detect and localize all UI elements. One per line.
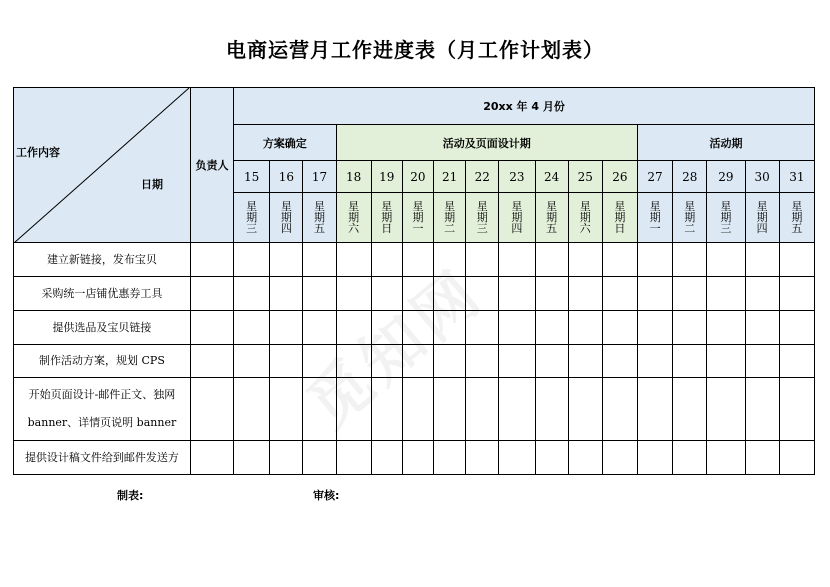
- day-number: 23: [499, 161, 535, 193]
- schedule-cell[interactable]: [402, 311, 433, 345]
- weekday-char: 二: [444, 222, 456, 235]
- schedule-cell[interactable]: [673, 345, 707, 378]
- day-number: 16: [270, 161, 303, 193]
- schedule-cell[interactable]: [402, 345, 433, 378]
- weekday-char: 期: [684, 211, 696, 224]
- schedule-cell[interactable]: [270, 277, 303, 311]
- task-name: [14, 441, 191, 475]
- weekday-char: 五: [546, 222, 558, 235]
- schedule-cell[interactable]: [637, 345, 672, 378]
- task-line: 制作活动方案，规划 CPS: [39, 354, 165, 367]
- weekday-char: 五: [791, 222, 803, 235]
- weekday-char: 星: [246, 200, 258, 213]
- schedule-cell[interactable]: [402, 378, 433, 441]
- schedule-cell[interactable]: [568, 345, 602, 378]
- schedule-cell[interactable]: [568, 277, 602, 311]
- schedule-cell[interactable]: [637, 277, 672, 311]
- weekday-char: 期: [546, 211, 558, 224]
- weekday-char: 日: [614, 222, 626, 235]
- month-label: 20xx 年 4 月份: [234, 88, 815, 125]
- schedule-cell[interactable]: [371, 441, 402, 475]
- date-label: 日期: [141, 178, 163, 191]
- schedule-cell[interactable]: [745, 243, 779, 277]
- schedule-cell[interactable]: [434, 378, 466, 441]
- weekday-char: 星: [444, 200, 456, 213]
- weekday-char: 六: [348, 222, 360, 235]
- schedule-cell[interactable]: [535, 243, 568, 277]
- weekday-char: 星: [280, 200, 292, 213]
- weekday-char: 期: [720, 211, 732, 224]
- schedule-cell[interactable]: [303, 378, 336, 441]
- task-line: 采购统一店铺优惠券工具: [41, 286, 163, 300]
- schedule-cell[interactable]: [745, 277, 779, 311]
- schedule-cell[interactable]: [402, 277, 433, 311]
- weekday-cell: [499, 193, 535, 243]
- weekday-char: 星: [546, 200, 558, 213]
- weekday-cell: [707, 193, 745, 243]
- weekday-char: 星: [412, 200, 424, 213]
- owner-cell[interactable]: [190, 277, 233, 311]
- weekday-cell: [637, 193, 672, 243]
- owner-cell[interactable]: [190, 345, 233, 378]
- schedule-cell[interactable]: [707, 378, 745, 441]
- day-number: 27: [637, 161, 672, 193]
- schedule-cell[interactable]: [466, 277, 499, 311]
- weekday-char: 日: [381, 222, 393, 235]
- weekday-cell: [466, 193, 499, 243]
- schedule-cell[interactable]: [535, 311, 568, 345]
- schedule-cell[interactable]: [779, 277, 814, 311]
- weekday-char: 星: [756, 200, 768, 213]
- schedule-cell[interactable]: [637, 311, 672, 345]
- schedule-cell[interactable]: [270, 378, 303, 441]
- schedule-cell[interactable]: [602, 277, 637, 311]
- weekday-char: 期: [649, 211, 661, 224]
- schedule-cell[interactable]: [303, 441, 336, 475]
- weekday-char: 星: [313, 200, 325, 213]
- weekday-char: 五: [313, 222, 325, 235]
- day-number: 17: [303, 161, 336, 193]
- work-content-label: 工作内容: [16, 146, 60, 159]
- task-line: 开始页面设计-邮件正文、独网: [28, 388, 176, 401]
- schedule-cell[interactable]: [499, 345, 535, 378]
- schedule-cell[interactable]: [402, 243, 433, 277]
- schedule-cell[interactable]: [234, 441, 270, 475]
- task-row: [14, 345, 815, 378]
- day-number: 29: [707, 161, 745, 193]
- weekday-char: 星: [511, 200, 523, 213]
- schedule-cell[interactable]: [707, 277, 745, 311]
- schedule-cell[interactable]: [336, 277, 371, 311]
- schedule-cell[interactable]: [434, 345, 466, 378]
- schedule-cell[interactable]: [234, 345, 270, 378]
- task-name: [14, 378, 191, 441]
- schedule-cell[interactable]: [779, 378, 814, 441]
- schedule-cell[interactable]: [707, 311, 745, 345]
- schedule-cell[interactable]: [602, 441, 637, 475]
- weekday-char: 二: [684, 222, 696, 235]
- schedule-cell[interactable]: [745, 441, 779, 475]
- weekday-cell: [303, 193, 336, 243]
- schedule-cell[interactable]: [336, 441, 371, 475]
- schedule-cell[interactable]: [234, 311, 270, 345]
- day-number: 22: [466, 161, 499, 193]
- schedule-cell[interactable]: [535, 277, 568, 311]
- weekday-char: 星: [684, 200, 696, 213]
- weekday-cell: [568, 193, 602, 243]
- day-number: 18: [336, 161, 371, 193]
- schedule-cell[interactable]: [637, 243, 672, 277]
- day-number: 20: [402, 161, 433, 193]
- schedule-cell[interactable]: [434, 243, 466, 277]
- schedule-cell[interactable]: [568, 243, 602, 277]
- schedule-cell[interactable]: [568, 378, 602, 441]
- schedule-cell[interactable]: [466, 378, 499, 441]
- schedule-cell[interactable]: [707, 441, 745, 475]
- day-number: 28: [673, 161, 707, 193]
- weekday-cell: [602, 193, 637, 243]
- schedule-cell[interactable]: [779, 345, 814, 378]
- weekday-char: 期: [476, 211, 488, 224]
- weekday-cell: [434, 193, 466, 243]
- weekday-char: 三: [476, 222, 488, 235]
- page-title: 电商运营月工作进度表（月工作计划表）: [226, 38, 604, 62]
- schedule-cell[interactable]: [568, 311, 602, 345]
- task-name: [14, 277, 191, 311]
- weekday-char: 一: [412, 222, 424, 235]
- weekday-char: 星: [348, 200, 360, 213]
- weekday-cell: [336, 193, 371, 243]
- owner-cell[interactable]: [190, 311, 233, 345]
- weekday-char: 星: [381, 200, 393, 213]
- schedule-cell[interactable]: [270, 243, 303, 277]
- weekday-char: 三: [720, 222, 732, 235]
- phase-design: 活动及页面设计期: [336, 125, 637, 161]
- schedule-cell[interactable]: [434, 277, 466, 311]
- weekday-cell: [535, 193, 568, 243]
- made-by-label: 制表:: [117, 489, 144, 502]
- weekday-cell: [745, 193, 779, 243]
- schedule-cell[interactable]: [673, 378, 707, 441]
- phase-activity: 活动期: [637, 125, 814, 161]
- schedule-cell[interactable]: [434, 311, 466, 345]
- schedule-cell[interactable]: [535, 345, 568, 378]
- owner-cell[interactable]: [190, 378, 233, 441]
- weekday-char: 期: [614, 211, 626, 224]
- schedule-cell[interactable]: [499, 441, 535, 475]
- weekday-char: 星: [614, 200, 626, 213]
- task-row: [14, 378, 815, 441]
- schedule-cell[interactable]: [303, 243, 336, 277]
- day-number: 25: [568, 161, 602, 193]
- schedule-cell[interactable]: [499, 311, 535, 345]
- schedule-cell[interactable]: [568, 441, 602, 475]
- schedule-cell[interactable]: [234, 378, 270, 441]
- task-row: [14, 311, 815, 345]
- diagonal-divider: [14, 88, 190, 243]
- task-line: 提供设计稿文件给到邮件发送方: [24, 450, 179, 464]
- schedule-cell[interactable]: [779, 243, 814, 277]
- schedule-cell[interactable]: [234, 243, 270, 277]
- weekday-char: 六: [579, 222, 591, 235]
- schedule-cell[interactable]: [535, 441, 568, 475]
- schedule-cell[interactable]: [466, 311, 499, 345]
- weekday-char: 期: [791, 211, 803, 224]
- schedule-cell[interactable]: [707, 345, 745, 378]
- task-name: [14, 243, 191, 277]
- day-number: 31: [779, 161, 814, 193]
- schedule-cell[interactable]: [303, 277, 336, 311]
- schedule-cell[interactable]: [673, 243, 707, 277]
- schedule-cell[interactable]: [637, 378, 672, 441]
- schedule-cell[interactable]: [779, 441, 814, 475]
- task-line: banner、详情页说明 banner: [27, 416, 177, 429]
- weekday-cell: [673, 193, 707, 243]
- schedule-cell[interactable]: [745, 311, 779, 345]
- weekday-char: 星: [720, 200, 732, 213]
- weekday-cell: [402, 193, 433, 243]
- schedule-cell[interactable]: [270, 311, 303, 345]
- weekday-char: 期: [412, 211, 424, 224]
- schedule-cell[interactable]: [499, 277, 535, 311]
- weekday-char: 期: [511, 211, 523, 224]
- schedule-cell[interactable]: [371, 378, 402, 441]
- schedule-cell[interactable]: [466, 441, 499, 475]
- day-number: 19: [371, 161, 402, 193]
- weekday-char: 三: [246, 222, 258, 235]
- weekday-char: 四: [511, 222, 523, 235]
- schedule-cell[interactable]: [779, 311, 814, 345]
- weekday-cell: [371, 193, 402, 243]
- weekday-char: 期: [246, 211, 258, 224]
- reviewed-by-label: 审核:: [313, 489, 340, 502]
- schedule-cell[interactable]: [673, 277, 707, 311]
- day-number: 30: [745, 161, 779, 193]
- day-number: 15: [234, 161, 270, 193]
- weekday-char: 星: [649, 200, 661, 213]
- schedule-cell[interactable]: [466, 243, 499, 277]
- schedule-cell[interactable]: [673, 441, 707, 475]
- schedule-cell[interactable]: [602, 311, 637, 345]
- schedule-cell[interactable]: [602, 345, 637, 378]
- task-row: [14, 277, 815, 311]
- day-number: 26: [602, 161, 637, 193]
- schedule-cell[interactable]: [637, 441, 672, 475]
- owner-header: 负责人: [190, 88, 233, 243]
- task-name: [14, 345, 191, 378]
- schedule-cell[interactable]: [303, 311, 336, 345]
- schedule-cell[interactable]: [673, 311, 707, 345]
- owner-cell[interactable]: [190, 243, 233, 277]
- weekday-char: 期: [579, 211, 591, 224]
- schedule-cell[interactable]: [371, 243, 402, 277]
- schedule-cell[interactable]: [371, 311, 402, 345]
- schedule-cell[interactable]: [707, 243, 745, 277]
- schedule-cell[interactable]: [535, 378, 568, 441]
- schedule-cell[interactable]: [336, 345, 371, 378]
- weekday-char: 星: [791, 200, 803, 213]
- schedule-cell[interactable]: [499, 378, 535, 441]
- schedule-cell[interactable]: [745, 378, 779, 441]
- schedule-cell[interactable]: [499, 243, 535, 277]
- phase-plan: 方案确定: [234, 125, 336, 161]
- schedule-cell[interactable]: [336, 311, 371, 345]
- schedule-cell[interactable]: [371, 345, 402, 378]
- schedule-cell[interactable]: [234, 277, 270, 311]
- progress-table: [13, 87, 815, 475]
- schedule-cell[interactable]: [270, 345, 303, 378]
- weekday-char: 期: [444, 211, 456, 224]
- owner-cell[interactable]: [190, 441, 233, 475]
- weekday-char: 期: [756, 211, 768, 224]
- schedule-cell[interactable]: [270, 441, 303, 475]
- weekday-char: 星: [476, 200, 488, 213]
- weekday-char: 期: [280, 211, 292, 224]
- weekday-cell: [234, 193, 270, 243]
- weekday-char: 星: [579, 200, 591, 213]
- schedule-cell[interactable]: [745, 345, 779, 378]
- weekday-cell: [270, 193, 303, 243]
- task-name: [14, 311, 191, 345]
- watermark: 觅知网: [293, 254, 497, 442]
- schedule-cell[interactable]: [466, 345, 499, 378]
- task-row: [14, 441, 815, 475]
- task-line: 提供选品及宝贝链接: [52, 320, 152, 334]
- schedule-cell[interactable]: [303, 345, 336, 378]
- day-number: 21: [434, 161, 466, 193]
- header-corner: [14, 88, 191, 243]
- day-number: 24: [535, 161, 568, 193]
- schedule-cell[interactable]: [336, 378, 371, 441]
- schedule-cell[interactable]: [434, 441, 466, 475]
- schedule-cell[interactable]: [602, 378, 637, 441]
- weekday-char: 一: [649, 222, 661, 235]
- schedule-cell[interactable]: [336, 243, 371, 277]
- weekday-char: 四: [756, 222, 768, 235]
- task-row: [14, 243, 815, 277]
- task-line: 建立新链接，发布宝贝: [46, 252, 157, 266]
- weekday-char: 期: [381, 211, 393, 224]
- weekday-char: 期: [348, 211, 360, 224]
- schedule-cell[interactable]: [402, 441, 433, 475]
- schedule-cell[interactable]: [371, 277, 402, 311]
- weekday-char: 期: [313, 211, 325, 224]
- weekday-char: 四: [280, 222, 292, 235]
- schedule-cell[interactable]: [602, 243, 637, 277]
- weekday-cell: [779, 193, 814, 243]
